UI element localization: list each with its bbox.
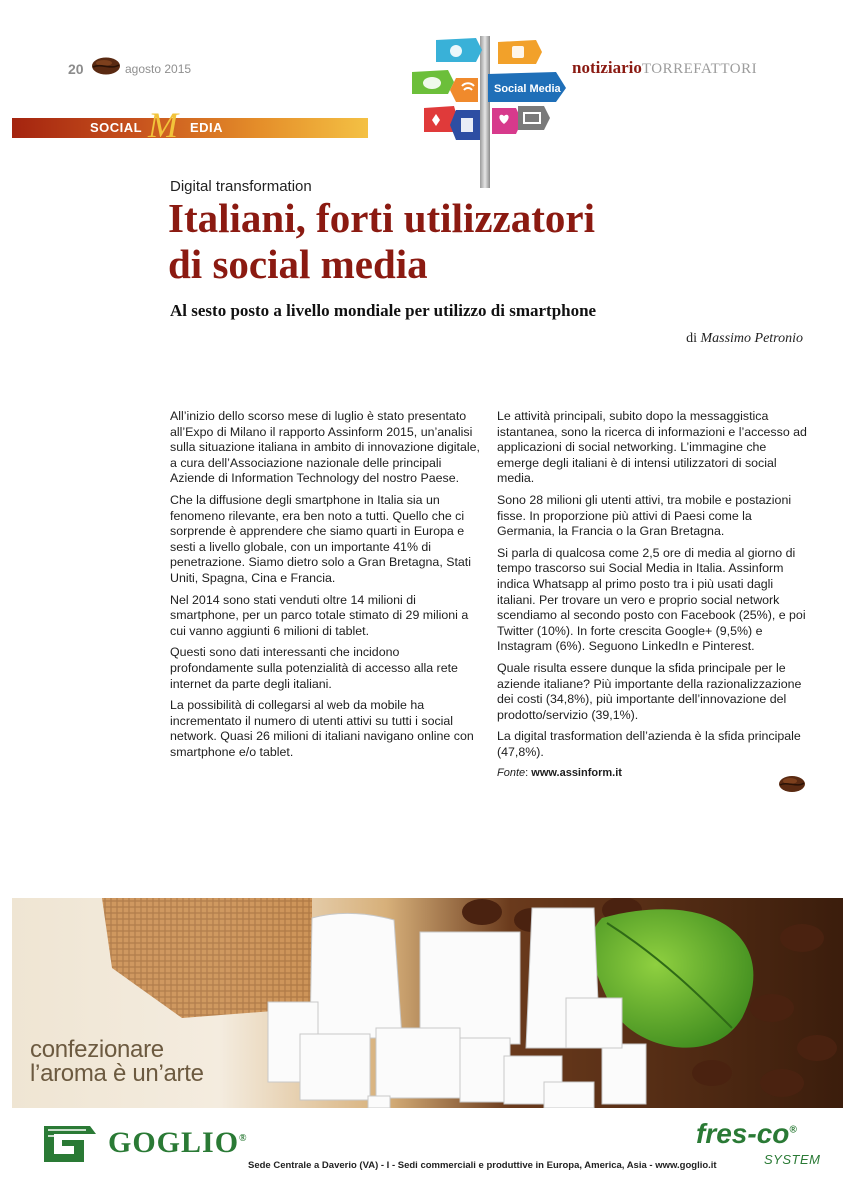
paragraph: Questi sono dati interessanti che incidono profondamente sulla potenzialità di accesso alla rete internet da parte degli italiani.	[170, 645, 458, 691]
goglio-logo-icon	[40, 1122, 100, 1166]
social-media-signpost-illustration	[406, 28, 578, 188]
paragraph: La digital trasformation dell’azienda è la sfida principale (47,8%).	[497, 729, 801, 759]
byline-prefix: di	[686, 331, 697, 346]
fresco-system-label: SYSTEM	[764, 1152, 821, 1167]
advertisement-goglio[interactable]	[12, 898, 843, 1108]
goglio-brand	[108, 1126, 248, 1160]
section-label-right: EDIA	[190, 120, 224, 135]
goglio-registered-mark: ®	[239, 1133, 248, 1144]
source-link[interactable]: www.assinform.it	[531, 767, 622, 780]
ad-slogan-line-1: confezionare	[30, 1036, 164, 1063]
fresco-brand	[696, 1118, 797, 1150]
page-number-block	[68, 61, 192, 77]
section-banner	[12, 105, 368, 145]
article-title	[168, 195, 595, 287]
article-source	[497, 766, 809, 782]
article-byline	[686, 331, 803, 347]
fresco-brand-name: fres-co	[696, 1118, 790, 1149]
article-title-line-1: Italiani, forti utilizzatori	[168, 195, 595, 241]
paragraph: Si parla di qualcosa come 2,5 ore di media al giorno di tempo trascorso sui Social Media in Italia. Assinform indica Whatsapp al primo posto tra i più usati dagli italiani. Per trovare un vero e proprio social network scendiamo al secondo posto con Facebook (25%), e poi Twitter (10%). In forte crescita Google+ (9,5%) e Instagram (6%). Seguono LinkedIn e Pinterest.	[497, 545, 806, 654]
source-label: Fonte	[497, 767, 526, 780]
byline-author: Massimo Petronio	[700, 331, 803, 346]
article-kicker: Digital transformation	[170, 178, 312, 195]
paragraph: Nel 2014 sono stati venduti oltre 14 milioni di smartphone, per un parco totale stimato di 29 milioni a cui vanno aggiunti 6 milioni di tablet.	[170, 592, 469, 638]
page-number: 20	[68, 61, 84, 77]
coffee-bean-end-icon	[778, 774, 806, 794]
source-separator: :	[525, 767, 532, 780]
paragraph: All’inizio dello scorso mese di luglio è stato presentato all’Expo di Milano il rapporto Assinform 2015, un’analisi sulla situazione italiana in ambito di innovazione digitale, a cura dell’Associazione nazionale delle principali Aziende di Information Technology del nostro Paese.	[170, 409, 480, 486]
paragraph: Sono 28 milioni gli utenti attivi, tra mobile e postazioni fisse. In proporzione più attivi di Paesi come la Germania, la Francia o la Gran Bretagna.	[497, 492, 792, 539]
section-label-m: M	[148, 105, 178, 145]
ad-brand-bar[interactable]	[12, 1108, 843, 1188]
goglio-brand-name: GOGLIO	[108, 1126, 240, 1159]
paragraph: La possibilità di collegarsi al web da mobile ha incrementato il numero di utenti attivi su tutti i social network. Quasi 26 milioni di italiani navigano online con smartphone e/o tablet.	[170, 698, 474, 759]
ad-slogan	[30, 1038, 204, 1086]
section-label-left: SOCIAL	[90, 120, 143, 135]
paragraph: Quale risulta essere dunque la sfida principale per le aziende italiane? Più importante della razionalizzazione dei costi (34,8%), più importante dell’innovazione del prodotto/servizio (39,1%).	[497, 660, 802, 722]
issue-date: agosto 2015	[125, 62, 192, 76]
article-column-right	[497, 409, 809, 782]
paragraph: Le attività principali, subito dopo la messaggistica istantanea, sono la ricerca di informazioni e l’accesso ad applicazioni di social networking. L’immagine che emerge degli italiani è di intensi utilizzatori di social media.	[497, 409, 807, 486]
coffee-bean-icon	[91, 56, 121, 76]
ad-slogan-line-2: l’aroma è un’arte	[30, 1060, 204, 1087]
signpost-label: Social Media	[494, 83, 561, 95]
ad-footer-address: Sede Centrale a Daverio (VA) - I - Sedi commerciali e produttive in Europa, America, Asia - www.goglio.it	[248, 1160, 717, 1171]
article-subtitle: Al sesto posto a livello mondiale per utilizzo di smartphone	[170, 301, 597, 320]
fresco-registered-mark: ®	[789, 1124, 797, 1136]
publication-title: TORREFATTORI	[641, 61, 758, 77]
publication-name	[572, 58, 757, 78]
publication-prefix: notiziario	[572, 58, 642, 77]
article-title-line-2: di social media	[168, 241, 428, 287]
article-column-left	[170, 409, 482, 766]
paragraph: Che la diffusione degli smartphone in Italia sia un fenomeno rilevante, era ben noto a tutti. Quello che ci sorprende è apprendere che siamo quarti in Europa e sesti a livello globale, con un importante 41% di penetrazione. Siamo dietro solo a Gran Bretagna, Stati Uniti, Spagna, Cina e Francia.	[170, 492, 471, 585]
